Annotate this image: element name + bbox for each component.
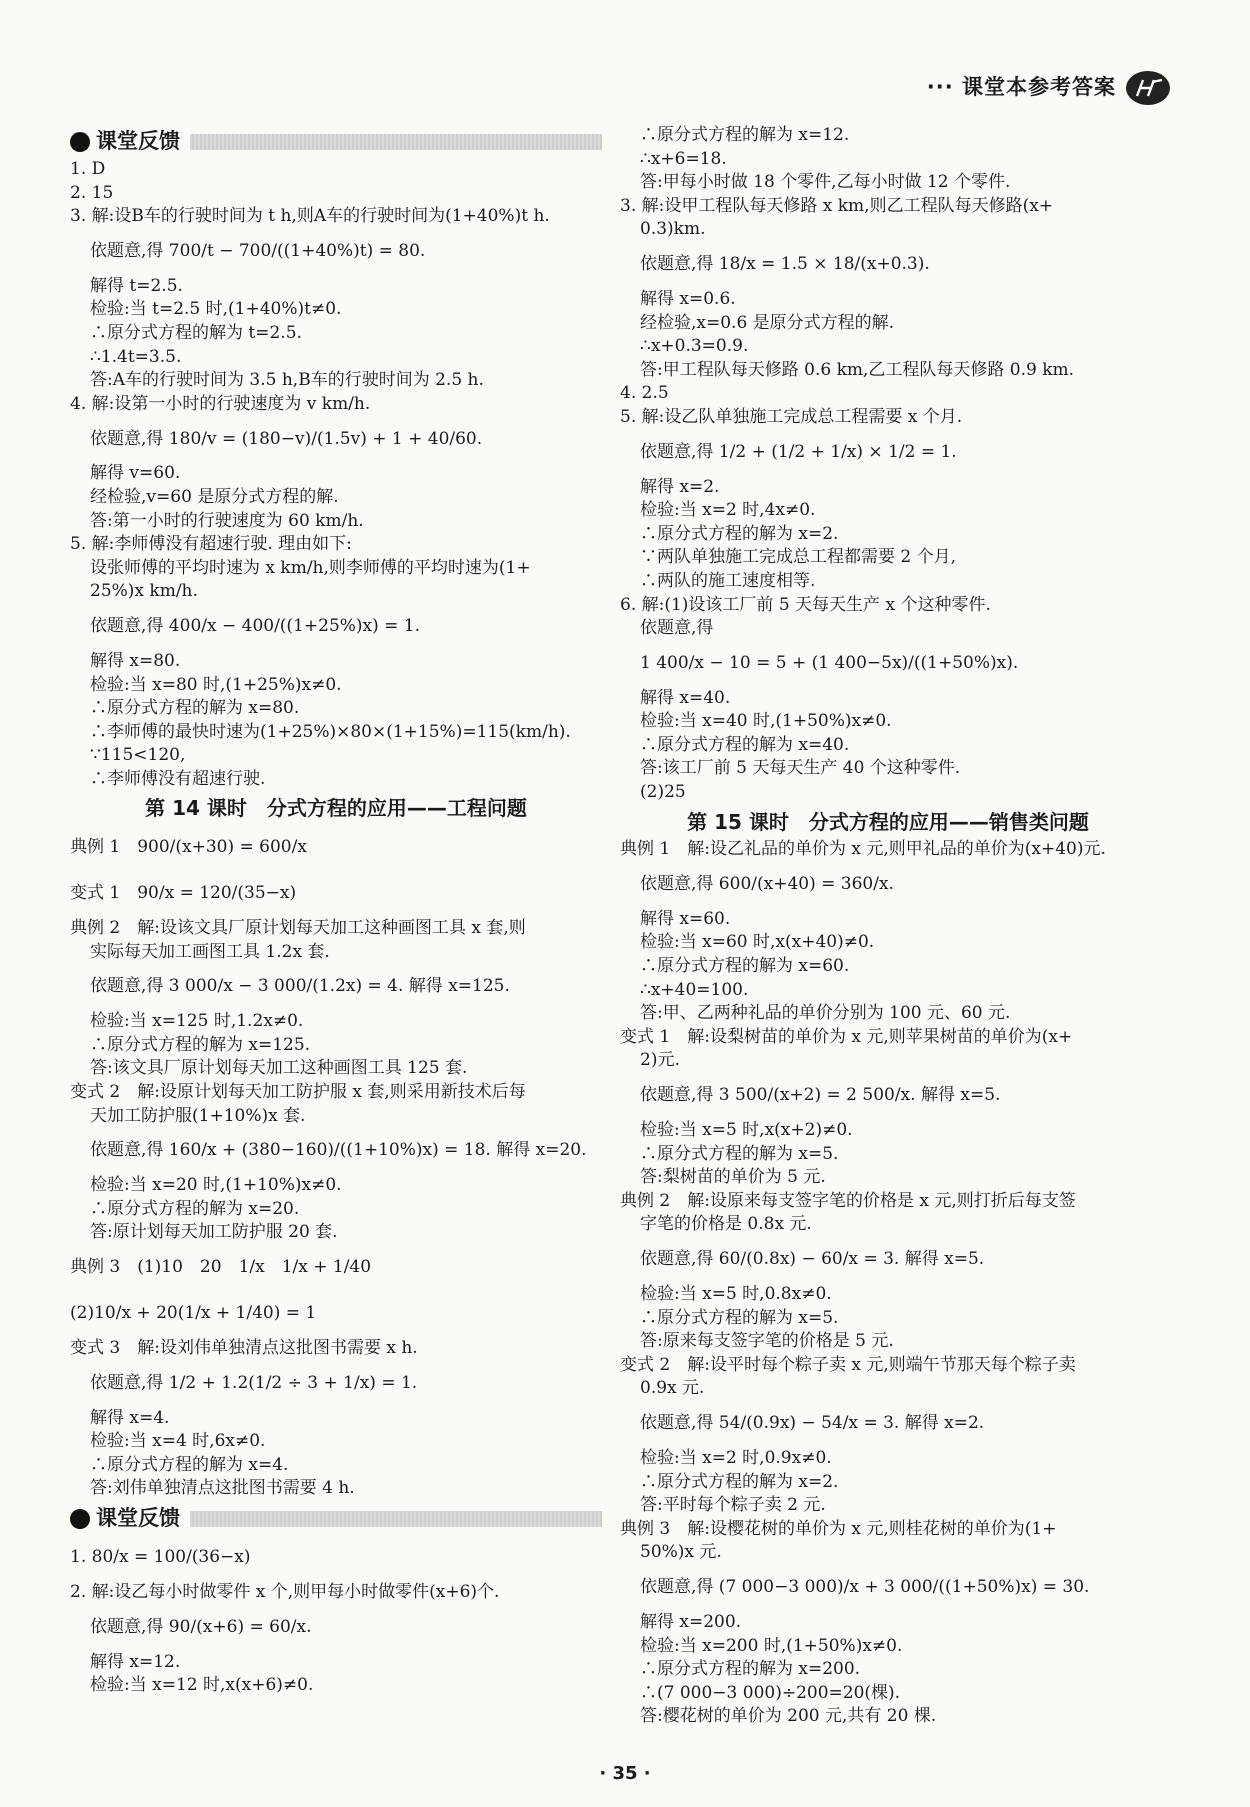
answer-line: 经检验,x=0.6 是原分式方程的解. <box>640 312 895 333</box>
answer-line: 1. D <box>70 159 106 179</box>
answer-line: 答:甲每小时做 18 个零件,乙每小时做 12 个零件. <box>640 172 1011 193</box>
answer-line: 5. 解:设乙队单独施工完成总工程需要 x 个月. <box>620 406 963 427</box>
example-line: 检验:当 x=5 时,x(x+2)≠0. <box>640 1120 853 1140</box>
example-line: (2)10/x + 20(1/x + 1/40) = 1 <box>70 1303 317 1324</box>
example-line: 答:樱花树的单价为 200 元,共有 20 棵. <box>640 1706 937 1727</box>
answer-line: ∴原分式方程的解为 x=40. <box>640 734 850 755</box>
example-line: 变式 2 解:设平时每个粽子卖 x 元,则端午节那天每个粽子卖 <box>620 1354 1076 1375</box>
example-line: ∴原分式方程的解为 x=5. <box>640 1143 839 1164</box>
answer-line: 3. 解:设B车的行驶时间为 t h,则A车的行驶时间为(1+40%)t h. <box>70 206 550 227</box>
answer-line: 解得 x=2. <box>640 476 720 497</box>
answer-line: 解得 x=80. <box>90 650 181 671</box>
brand-logo-icon <box>1124 68 1172 108</box>
right-column <box>620 124 1156 1729</box>
example-line: 变式 1 解:设梨树苗的单价为 x 元,则苹果树苗的单价为(x+ <box>620 1026 1073 1047</box>
example-line: ∴原分式方程的解为 x=125. <box>90 1034 311 1055</box>
answer-line: ∴1.4t=3.5. <box>90 346 182 367</box>
example-line: 50%)x 元. <box>640 1542 722 1563</box>
example-line: 2)元. <box>640 1050 680 1071</box>
page-number: · 35 · <box>599 1763 651 1784</box>
answer-line: 经检验,v=60 是原分式方程的解. <box>90 486 339 507</box>
example-line: 答:甲、乙两种礼品的单价分别为 100 元、60 元. <box>640 1003 1011 1024</box>
example-line: 答:平时每个粽子卖 2 元. <box>640 1495 826 1516</box>
example-line: 变式 3 解:设刘伟单独清点这批图书需要 x h. <box>70 1338 418 1358</box>
example-line: 检验:当 x=125 时,1.2x≠0. <box>90 1011 304 1032</box>
answer-line: ∴原分式方程的解为 x=2. <box>640 523 839 544</box>
example-line: ∴原分式方程的解为 x=2. <box>640 1471 839 1492</box>
example-line: ∴x+40=100. <box>640 979 749 1000</box>
bullet-dot-icon <box>70 1509 90 1529</box>
feedback-section-header: 课堂反馈 <box>70 128 602 156</box>
example-line: 答:梨树苗的单价为 5 元. <box>640 1167 826 1188</box>
example-line: ∴原分式方程的解为 x=60. <box>640 956 850 977</box>
answer-line: 4. 解:设第一小时的行驶速度为 v km/h. <box>70 393 371 414</box>
feedback-section-header: 课堂反馈 <box>70 1505 602 1533</box>
equation-line: 依题意,得 1/2 + (1/2 + 1/x) × 1/2 = 1. <box>640 441 957 462</box>
answer-line: 答:该工厂前 5 天每天生产 40 个这种零件. <box>640 758 961 779</box>
answer-line: 解得 x=12. <box>90 1651 181 1672</box>
example-line: 检验:当 x=20 时,(1+10%)x≠0. <box>90 1175 342 1196</box>
answer-line: 答:A车的行驶时间为 3.5 h,B车的行驶时间为 2.5 h. <box>90 370 484 391</box>
bullet-dot-icon <box>70 132 90 152</box>
example-line: ∴原分式方程的解为 x=5. <box>640 1307 839 1328</box>
answer-line: 解得 x=0.6. <box>640 288 736 309</box>
example-line: 答:该文具厂原计划每天加工这种画图工具 125 套. <box>90 1058 468 1079</box>
answer-line: 3. 解:设甲工程队每天修路 x km,则乙工程队每天修路(x+ <box>620 195 1054 216</box>
answer-line: 1. 80/x = 100/(36−x) <box>70 1547 251 1568</box>
answer-line: 检验:当 x=40 时,(1+50%)x≠0. <box>640 711 892 732</box>
answer-line: 解得 t=2.5. <box>90 275 183 296</box>
example-line: ∴(7 000−3 000)÷200=20(棵). <box>640 1682 901 1703</box>
answer-line: 依题意,得 <box>640 618 714 639</box>
example-line: ∴原分式方程的解为 x=200. <box>640 1659 861 1680</box>
equation-line: 依题意,得 160/x + (380−160)/((1+10%)x) = 18. 解得 x=20. <box>90 1140 587 1161</box>
answer-line: ∴李师傅的最快时速为(1+25%)×80×(1+15%)=115(km/h). <box>90 721 571 742</box>
example-line: 典例 3 (1)10 20 1/x 1/x + 1/40 <box>70 1257 372 1278</box>
equation-line: 依题意,得 180/v = (180−v)/(1.5v) + 1 + 40/60. <box>90 428 483 449</box>
left-column <box>70 124 602 1698</box>
example-line: 天加工防护服(1+10%)x 套. <box>90 1105 306 1126</box>
answer-line: 5. 解:李师傅没有超速行驶. 理由如下: <box>70 534 352 555</box>
page-header <box>927 68 1172 108</box>
example-line: ∴原分式方程的解为 x=20. <box>90 1198 300 1219</box>
example-line: 变式 2 解:设原计划每天加工防护服 x 套,则采用新技术后每 <box>70 1082 526 1103</box>
example-line: 字笔的价格是 0.8x 元. <box>640 1214 812 1235</box>
equation-line: 依题意,得 600/(x+40) = 360/x. <box>640 874 894 895</box>
answer-line: 4. 2.5 <box>620 383 669 404</box>
answer-line: 2. 解:设乙每小时做零件 x 个,则甲每小时做零件(x+6)个. <box>70 1581 500 1602</box>
lesson-14-title: 第 14 课时 分式方程的应用——工程问题 <box>145 796 527 821</box>
answer-line: ∴x+0.3=0.9. <box>640 336 749 357</box>
example-line: 答:原计划每天加工防护服 20 套. <box>90 1222 338 1243</box>
example-line: 典例 2 解:设该文具厂原计划每天加工这种画图工具 x 套,则 <box>70 918 526 939</box>
answer-line: ∴原分式方程的解为 t=2.5. <box>90 322 302 343</box>
example-line: 检验:当 x=200 时,(1+50%)x≠0. <box>640 1635 903 1656</box>
answer-line: 25%)x km/h. <box>90 581 198 602</box>
answer-line: ∴李师傅没有超速行驶. <box>90 768 266 789</box>
example-line: 检验:当 x=4 时,6x≠0. <box>90 1431 266 1452</box>
answer-line: ∵两队单独施工完成总工程都需要 2 个月, <box>640 547 957 568</box>
header-title: ··· 课堂本参考答案 <box>926 75 1116 100</box>
equation-line: 依题意,得 3 000/x − 3 000/(1.2x) = 4. 解得 x=125. <box>90 976 510 997</box>
lesson-15-title: 第 15 课时 分式方程的应用——销售类问题 <box>687 809 1089 834</box>
example-line: 变式 1 90/x = 120/(35−x) <box>70 883 297 904</box>
equation-line: 依题意,得 3 500/(x+2) = 2 500/x. 解得 x=5. <box>640 1085 1001 1106</box>
example-line: 检验:当 x=5 时,0.8x≠0. <box>640 1283 832 1304</box>
example-line: 实际每天加工画图工具 1.2x 套. <box>90 941 330 962</box>
answer-line: ∴x+6=18. <box>640 148 727 169</box>
answer-line: 6. 解:(1)设该工厂前 5 天每天生产 x 个这种零件. <box>620 594 991 615</box>
example-line: 解得 x=4. <box>90 1407 170 1428</box>
answer-line: 解得 x=40. <box>640 687 731 708</box>
equation-line: 依题意,得 400/x − 400/((1+25%)x) = 1. <box>90 616 421 637</box>
example-line: 典例 1 900/(x+30) = 600/x <box>70 837 307 858</box>
equation-line: 依题意,得 90/(x+6) = 60/x. <box>90 1616 312 1637</box>
example-line: 典例 1 解:设乙礼品的单价为 x 元,则甲礼品的单价为(x+40)元. <box>620 839 1106 860</box>
equation-line: 依题意,得 1/2 + 1.2(1/2 ÷ 3 + 1/x) = 1. <box>90 1372 418 1393</box>
answer-line: ∴原分式方程的解为 x=12. <box>640 125 850 145</box>
example-line: 检验:当 x=60 时,x(x+40)≠0. <box>640 932 875 953</box>
equation-line: 依题意,得 (7 000−3 000)/x + 3 000/((1+50%)x) = 30. <box>640 1577 1090 1598</box>
answer-line: 检验:当 x=2 时,4x≠0. <box>640 500 816 521</box>
answer-line: 0.3)km. <box>640 219 706 240</box>
answer-line: 答:甲工程队每天修路 0.6 km,乙工程队每天修路 0.9 km. <box>640 359 1075 380</box>
example-line: 解得 x=200. <box>640 1611 742 1632</box>
answer-line: (2)25 <box>640 782 686 803</box>
equation-line: 依题意,得 700/t − 700/((1+40%)t) = 80. <box>90 240 426 261</box>
answer-line: 检验:当 x=12 时,x(x+6)≠0. <box>90 1675 314 1696</box>
example-line: 答:刘伟单独清点这批图书需要 4 h. <box>90 1478 355 1499</box>
example-line: ∴原分式方程的解为 x=4. <box>90 1454 289 1475</box>
answer-line: 答:第一小时的行驶速度为 60 km/h. <box>90 510 364 531</box>
example-line: 典例 3 解:设樱花树的单价为 x 元,则桂花树的单价为(1+ <box>620 1518 1057 1539</box>
answer-line: 解得 v=60. <box>90 463 181 484</box>
equation-line: 1 400/x − 10 = 5 + (1 400−5x)/((1+50%)x). <box>640 652 1019 673</box>
answer-line: ∴两队的施工速度相等. <box>640 570 816 591</box>
equation-line: 依题意,得 54/(0.9x) − 54/x = 3. 解得 x=2. <box>640 1413 985 1434</box>
answer-line: ∵115<120, <box>90 745 186 766</box>
equation-line: 依题意,得 18/x = 1.5 × 18/(x+0.3). <box>640 254 930 275</box>
answer-line: 检验:当 x=80 时,(1+25%)x≠0. <box>90 674 342 695</box>
answer-line: 2. 15 <box>70 182 114 203</box>
answer-line: ∴原分式方程的解为 x=80. <box>90 698 300 719</box>
answer-line: 检验:当 t=2.5 时,(1+40%)t≠0. <box>90 299 342 320</box>
example-line: 答:原来每支签字笔的价格是 5 元. <box>640 1331 894 1352</box>
equation-line: 依题意,得 60/(0.8x) − 60/x = 3. 解得 x=5. <box>640 1249 985 1270</box>
example-line: 典例 2 解:设原来每支签字笔的价格是 x 元,则打折后每支签 <box>620 1190 1076 1211</box>
example-line: 0.9x 元. <box>640 1378 705 1399</box>
example-line: 检验:当 x=2 时,0.9x≠0. <box>640 1447 832 1468</box>
answer-line: 设张师傅的平均时速为 x km/h,则李师傅的平均时速为(1+ <box>90 557 531 578</box>
example-line: 解得 x=60. <box>640 908 731 929</box>
